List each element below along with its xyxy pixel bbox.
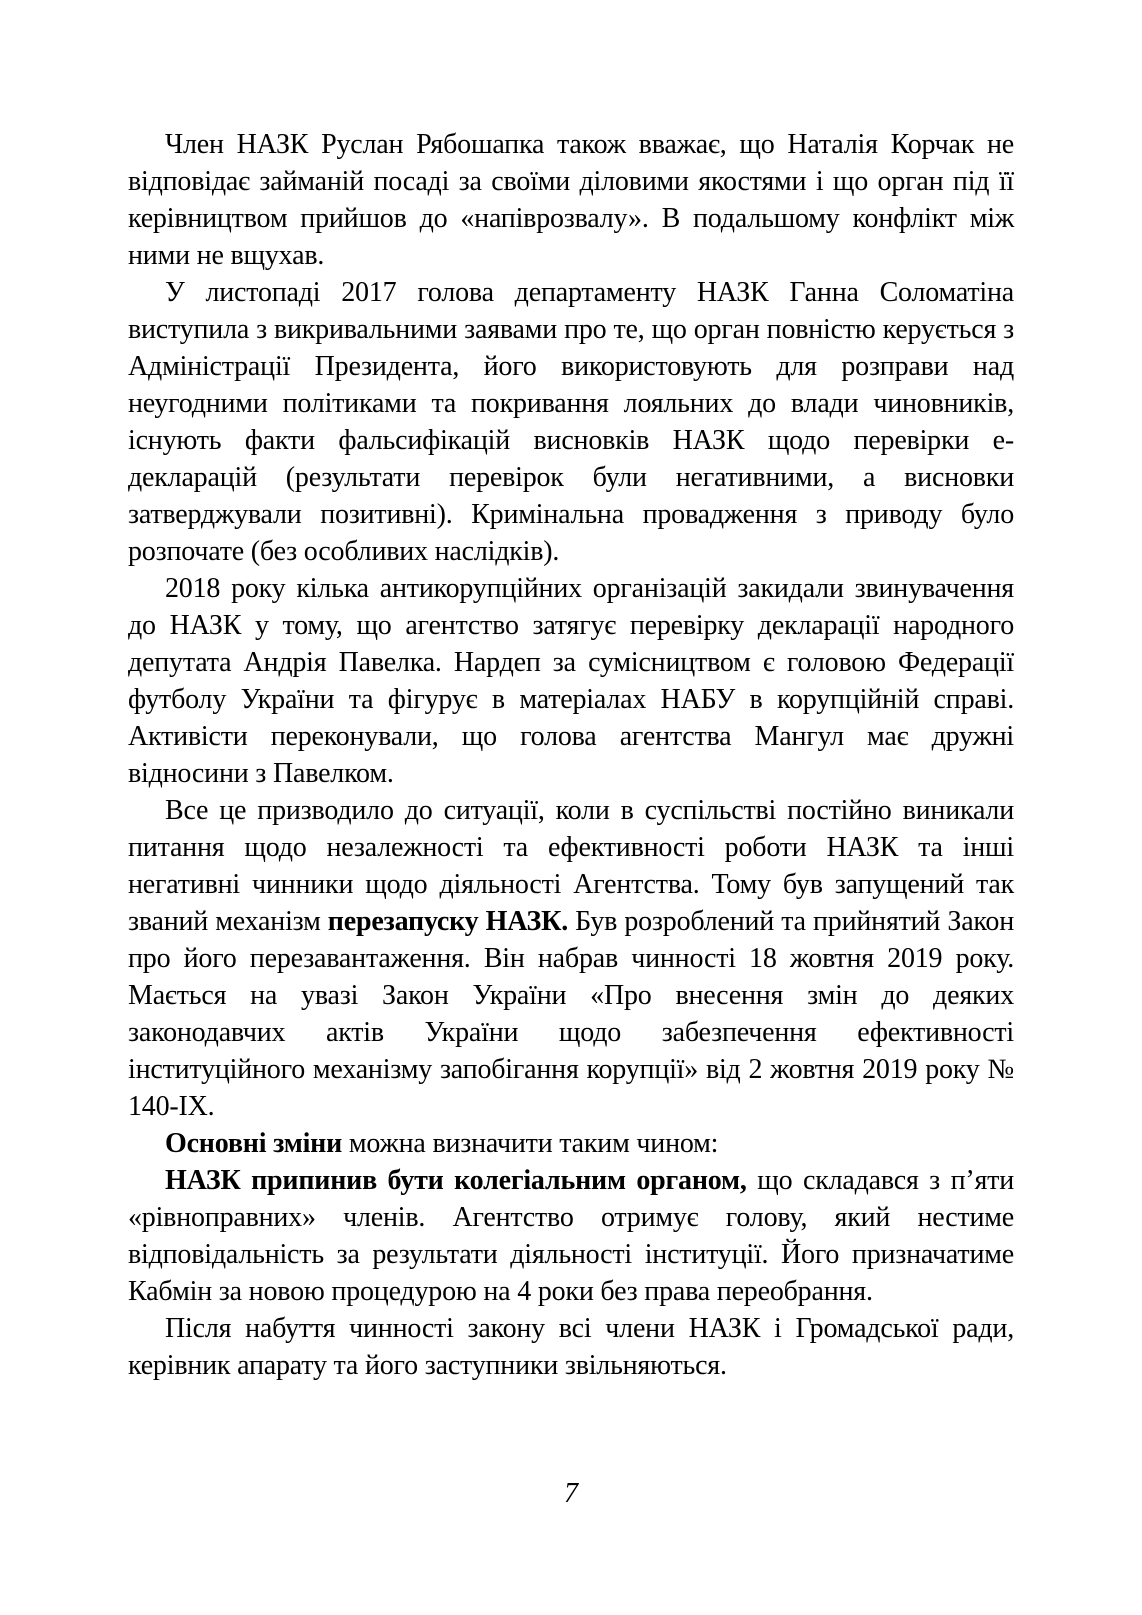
text-run: У листопаді 2017 голова департаменту НАЗК Ганна Соломатіна виступила з викривальними заявами про те, що орган повністю керується з Адміністрації Президента, його використовують для розправи над неугодними політиками та покривання лояльних до влади чиновників, існують факти фальсифікацій висновків НАЗК щодо перевірки е-декларацій (результати перевірок були негативними, а висновки затверджували позитивні). Кримінальна провадження з приводу було розпочате (без особливих наслідків). [128,277,1014,567]
text-run: Все це призводило до ситуації, коли в суспільстві постійно виникали питання щодо незалежності та ефективності роботи НАЗК та інші негативні чинники щодо діяльності Агентства. Тому був запущений так званий механізм [128,795,1014,937]
text-block [128,126,1014,1384]
paragraph [128,1162,1014,1310]
text-run: можна визначити таким чином: [342,1128,719,1159]
bold-text-run: НАЗК припинив бути колегіальним органом, [165,1165,747,1196]
text-run: Був розроблений та прийнятий Закон про його перезавантаження. Він набрав чинності 18 жовтня 2019 року. Мається на увазі Закон України «Про внесення змін до деяких законодавчих актів України щодо забезпечення ефективності інституційного механізму запобігання корупції» від 2 жовтня 2019 року № 140-IX. [128,906,1014,1122]
paragraph [128,126,1014,274]
bold-text-run: Основні зміни [165,1128,343,1159]
page-number: 7 [564,1478,578,1509]
paragraph [128,1310,1014,1384]
paragraph [128,570,1014,792]
text-run: що складався з п’яти «рівноправних» членів. Агентство отримує голову, який нестиме відповідальність за результати діяльності інституції. Його призначатиме Кабмін за новою процедурою на 4 роки без права переобрання. [128,1165,1014,1307]
paragraph [128,792,1014,1125]
paragraph [128,274,1014,570]
paragraph [128,1125,1014,1162]
bold-text-run: перезапуску НАЗК. [327,906,569,937]
text-run: Після набуття чинності закону всі члени НАЗК і Громадської ради, керівник апарату та його заступники звільняються. [128,1313,1014,1381]
text-run: Член НАЗК Руслан Рябошапка також вважає, що Наталія Корчак не відповідає займаній посаді за своїми діловими якостями і що орган під її керівництвом прийшов до «напіврозвалу». В подальшому конфлікт між ними не вщухав. [128,129,1014,271]
text-run: 2018 року кілька антикорупційних організацій закидали звинувачення до НАЗК у тому, що агентство затягує перевірку декларації народного депутата Андрія Павелка. Нардеп за сумісництвом є головою Федерації футболу України та фігурує в матеріалах НАБУ в корупційній справі. Активісти переконували, що голова агентства Мангул має дружні відносини з Павелком. [128,573,1014,789]
